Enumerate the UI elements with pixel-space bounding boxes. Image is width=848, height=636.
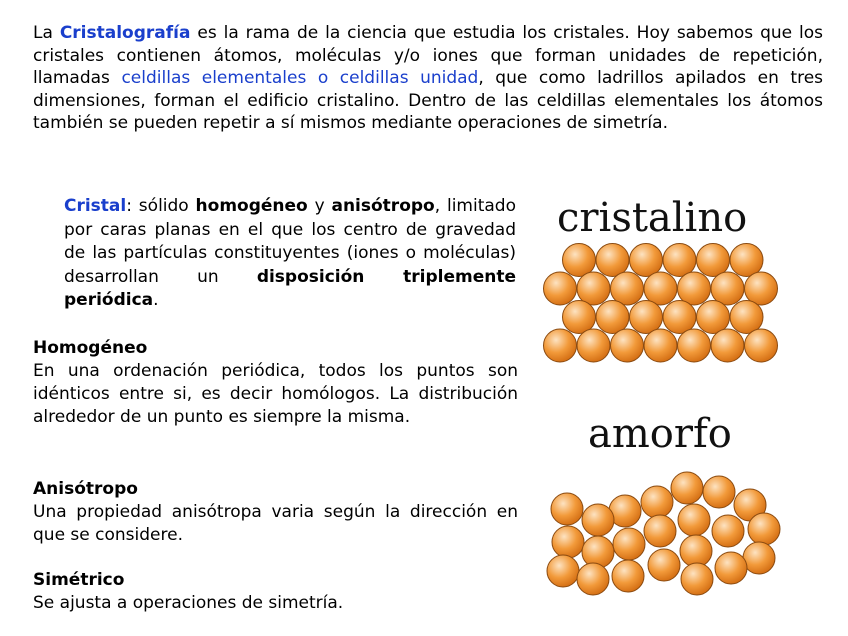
atom-icon (630, 301, 663, 334)
symmetric-heading: Simétrico (33, 570, 125, 590)
atom-icon (711, 329, 744, 362)
intro-text-1: La (33, 23, 60, 43)
symmetric-text: Se ajusta a operaciones de simetría. (33, 593, 344, 613)
atom-icon (582, 504, 614, 536)
atom-icon (563, 244, 596, 277)
crystal-definition (64, 195, 516, 313)
atom-icon (681, 563, 713, 595)
definition-text-2: y (307, 196, 332, 216)
atom-icon (577, 272, 610, 305)
atom-icon (563, 301, 596, 334)
atom-icon (678, 272, 711, 305)
atom-icon (678, 504, 710, 536)
homogeneous-text: En una ordenación periódica, todos los puntos son idénticos entre si, es decir homólogos. La distribución alrededor de un punto es siempre la misma. (33, 361, 518, 427)
atom-icon (611, 329, 644, 362)
intro-paragraph (33, 22, 823, 135)
atom-icon (712, 515, 744, 547)
atom-icon (663, 301, 696, 334)
atom-icon (644, 515, 676, 547)
atom-icon (551, 493, 583, 525)
definition-text-1: : sólido (126, 196, 196, 216)
intro-text-2: es la rama de la ciencia que estudia los cristales. Hoy sabemos que los cristales contienen átomos, moléculas y/o iones que forman unidades de repetición, llamadas (33, 23, 824, 88)
intro-text-3: , que como ladrillos apilados en tres dimensiones, forman el edificio cristalino. Dentro de las celdillas elementales los átomos también se pueden repetir a sí mismos mediante operaciones de simetría. (33, 68, 824, 133)
atom-icon (703, 476, 735, 508)
homogeneous-section (33, 337, 518, 429)
atom-icon (663, 244, 696, 277)
atom-icon (544, 272, 577, 305)
atom-icon (697, 244, 730, 277)
amorphous-label: amorfo (588, 411, 732, 457)
atom-icon (730, 301, 763, 334)
atom-icon (582, 536, 614, 568)
atom-icon (611, 272, 644, 305)
anisotropic-heading: Anisótropo (33, 479, 138, 499)
atom-icon (730, 244, 763, 277)
homogeneous-heading: Homogéneo (33, 338, 148, 358)
anisotropic-text: Una propiedad anisótropa varia según la dirección en que se considere. (33, 502, 518, 545)
atom-icon (745, 329, 778, 362)
periodic-term: disposición triplemente periódica (64, 266, 516, 310)
crystalline-label: cristalino (557, 195, 748, 241)
crystal-term: Cristal (64, 196, 127, 216)
anisotropic-term: anisótropo (331, 196, 435, 216)
homogeneous-term: homogéneo (195, 196, 308, 216)
atom-icon (680, 535, 712, 567)
atom-icon (596, 301, 629, 334)
atom-icon (544, 329, 577, 362)
atom-icon (711, 272, 744, 305)
definition-text-4: . (153, 290, 159, 310)
crystalline-atoms-illustration (535, 238, 785, 368)
atom-icon (613, 528, 645, 560)
crystallography-term: Cristalografía (59, 23, 191, 43)
atom-icon (648, 549, 680, 581)
atom-icon (678, 329, 711, 362)
atom-icon (577, 329, 610, 362)
atom-icon (547, 555, 579, 587)
atom-icon (644, 272, 677, 305)
atom-icon (630, 244, 663, 277)
atom-icon (612, 560, 644, 592)
atom-icon (697, 301, 730, 334)
atom-icon (745, 272, 778, 305)
atom-icon (596, 244, 629, 277)
unit-cell-link[interactable]: celdillas elementales o celdillas unidad (121, 68, 479, 88)
atom-icon (748, 513, 780, 545)
definition-text-3: , limitado por caras planas en el que los centro de gravedad de las partículas constituyentes (iones o moléculas) desarrollan un (64, 196, 516, 287)
atom-icon (577, 563, 609, 595)
amorphous-atoms-illustration (540, 465, 790, 600)
symmetric-section (33, 569, 518, 615)
atom-icon (641, 486, 673, 518)
atom-icon (671, 472, 703, 504)
atom-icon (715, 552, 747, 584)
anisotropic-section (33, 478, 518, 547)
atom-icon (552, 526, 584, 558)
atom-icon (743, 542, 775, 574)
atom-icon (644, 329, 677, 362)
